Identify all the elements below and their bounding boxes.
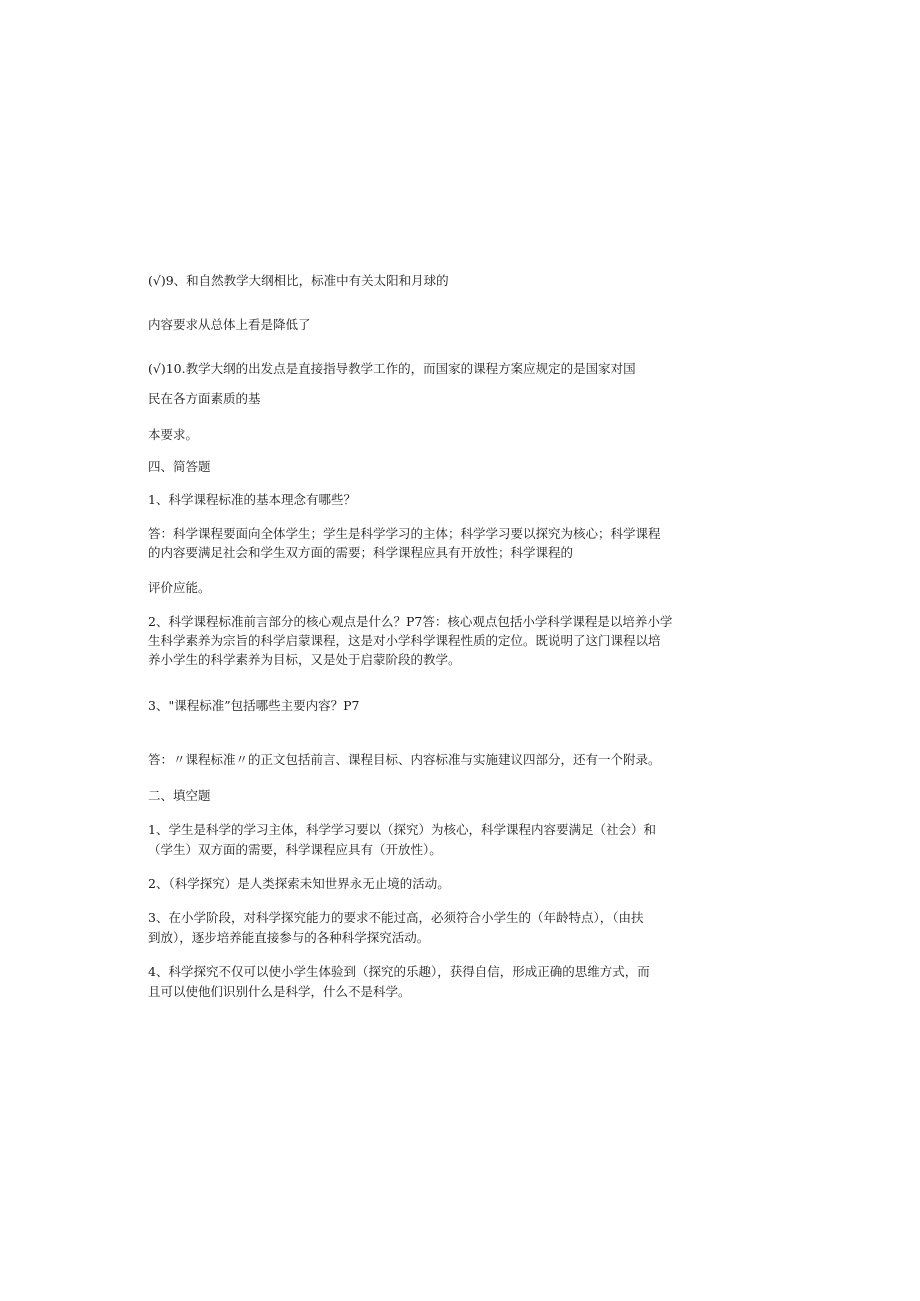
- section-heading-short-answer: 四、简答题: [148, 459, 211, 474]
- answer-1-line-1: 答：科学课程要面向全体学生；学生是科学学习的主体；科学学习要以探究为核心；科学课程: [148, 526, 661, 541]
- judgement-item-10-line-3: 本要求。: [148, 427, 199, 442]
- question-3: 3、"课程标准”包括哪些主要内容？P7: [148, 698, 360, 713]
- fill-in-1-line-2: （学生）双方面的需要，科学课程应具有（开放性）。: [148, 842, 442, 857]
- fill-in-1-line-1: 1、学生是科学的学习主体，科学学习要以（探究）为核心，科学课程内容要满足（社会）和: [148, 822, 656, 837]
- judgement-item-10-line-1: (√)10.教学大纲的出发点是直接指导教学工作的，而国家的课程方案应规定的是国家对国: [148, 361, 636, 376]
- judgement-item-9-line-1: (√)9、和自然教学大纲相比，标准中有关太阳和月球的: [148, 273, 449, 288]
- fill-in-3-line-2: 到放），逐步培养能直接参与的各种科学探究活动。: [148, 930, 430, 945]
- fill-in-2: 2、（科学探究）是人类探索未知世界永无止境的活动。: [148, 876, 450, 891]
- fill-in-3-line-1: 3、在小学阶段，对科学探究能力的要求不能过高，必须符合小学生的（年龄特点），（由扶: [148, 910, 644, 925]
- question-2-line-2: 生科学素养为宗旨的科学启蒙课程，这是对小学科学课程性质的定位。既说明了这门课程以培: [148, 633, 661, 648]
- fill-in-4-line-2: 且可以使他们识别什么是科学，什么不是科学。: [148, 984, 411, 999]
- answer-3: 答：〃课程标准〃的正文包括前言、课程目标、内容标准与实施建议四部分，还有一个附录。: [148, 752, 661, 767]
- question-2-line-1: 2、科学课程标准前言部分的核心观点是什么？P7答：核心观点包括小学科学课程是以培养小学: [148, 614, 673, 629]
- answer-1-line-3: 评价应能。: [148, 580, 211, 595]
- question-2-line-3: 养小学生的科学素养为目标，又是处于启蒙阶段的教学。: [148, 652, 461, 667]
- judgement-item-9-line-2: 内容要求从总体上看是降低了: [148, 317, 311, 332]
- answer-1-line-2: 的内容要满足社会和学生双方面的需要；科学课程应具有开放性；科学课程的: [148, 545, 574, 560]
- question-1: 1、科学课程标准的基本理念有哪些？: [148, 492, 356, 507]
- fill-in-4-line-1: 4、科学探究不仅可以使小学生体验到（探究的乐趣），获得自信，形成正确的思维方式，而: [148, 964, 650, 979]
- judgement-item-10-line-2: 民在各方面素质的基: [148, 391, 261, 406]
- section-heading-fill-in: 二、填空题: [148, 788, 211, 803]
